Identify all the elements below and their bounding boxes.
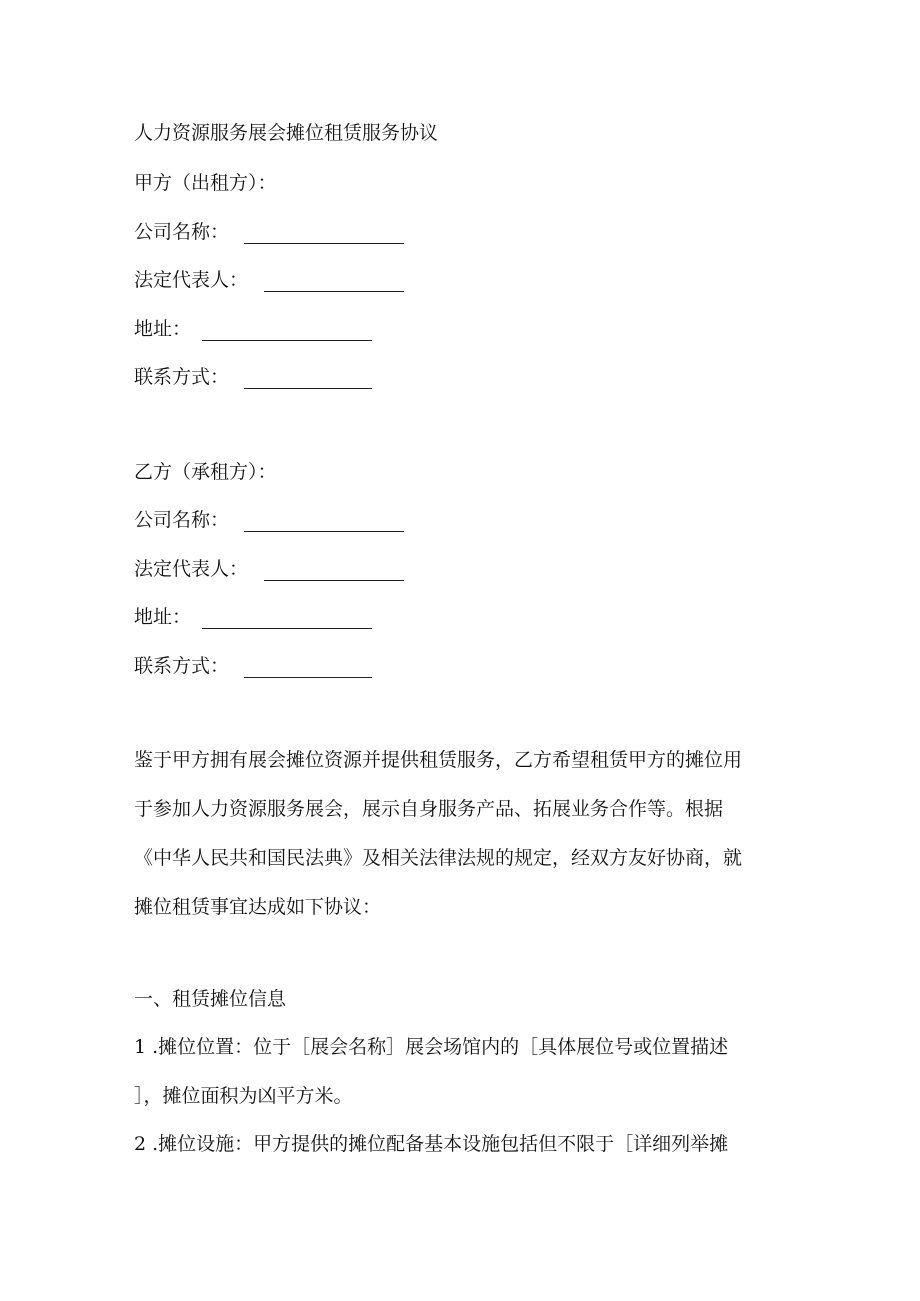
party-b-address-blank bbox=[202, 628, 372, 629]
party-b-contact-label: 联系方式： bbox=[134, 655, 230, 677]
party-a-company-label: 公司名称： bbox=[134, 221, 230, 243]
document-title: 人力资源服务展会摊位租赁服务协议 bbox=[134, 122, 439, 144]
preamble-line: 《中华人民共和国民法典》及相关法律法规的规定，经双方友好协商，就 bbox=[134, 847, 743, 869]
section-1-heading: 一、租赁摊位信息 bbox=[134, 988, 287, 1010]
party-b-rep-field bbox=[134, 557, 248, 581]
section-1-item-2-line-1: 2 .摊位设施：甲方提供的摊位配备基本设施包括但不限于［详细列举摊 bbox=[134, 1133, 729, 1155]
party-b-heading: 乙方（承租方）： bbox=[134, 461, 277, 483]
party-a-heading: 甲方（出租方）： bbox=[134, 172, 277, 194]
party-b-rep-blank bbox=[264, 580, 404, 581]
section-1-item-1-line-1: 1 .摊位位置：位于［展会名称］展会场馆内的［具体展位号或位置描述 bbox=[134, 1036, 729, 1058]
party-a-contact-label: 联系方式： bbox=[134, 366, 230, 388]
party-a-address-label: 地址： bbox=[134, 318, 192, 340]
party-b-company-blank bbox=[244, 531, 404, 532]
party-b-address-label: 地址： bbox=[134, 606, 192, 628]
party-b-contact-field bbox=[134, 654, 229, 678]
party-a-rep-label: 法定代表人： bbox=[134, 269, 249, 291]
party-a-contact-field bbox=[134, 365, 229, 389]
party-a-address-blank bbox=[202, 340, 372, 341]
party-b-address-field bbox=[134, 605, 191, 629]
preamble-paragraph bbox=[134, 748, 784, 944]
party-a-company-blank bbox=[244, 243, 404, 244]
party-a-rep-field bbox=[134, 268, 248, 292]
preamble-line: 鉴于甲方拥有展会摊位资源并提供租赁服务，乙方希望租赁甲方的摊位用 bbox=[134, 749, 743, 771]
party-b-rep-label: 法定代表人： bbox=[134, 558, 249, 580]
preamble-line: 于参加人力资源服务展会，展示自身服务产品、拓展业务合作等。根据 bbox=[134, 798, 724, 820]
party-a-address-field bbox=[134, 317, 191, 341]
section-1-item-1-line-2: ］，摊位面积为凶平方米。 bbox=[134, 1085, 353, 1107]
party-a-company-field bbox=[134, 220, 229, 244]
party-b-company-field bbox=[134, 508, 229, 532]
party-b-contact-blank bbox=[244, 677, 372, 678]
preamble-line: 摊位租赁事宜达成如下协议： bbox=[134, 896, 382, 918]
party-a-contact-blank bbox=[244, 388, 372, 389]
party-b-company-label: 公司名称： bbox=[134, 509, 230, 531]
party-a-rep-blank bbox=[264, 291, 404, 292]
